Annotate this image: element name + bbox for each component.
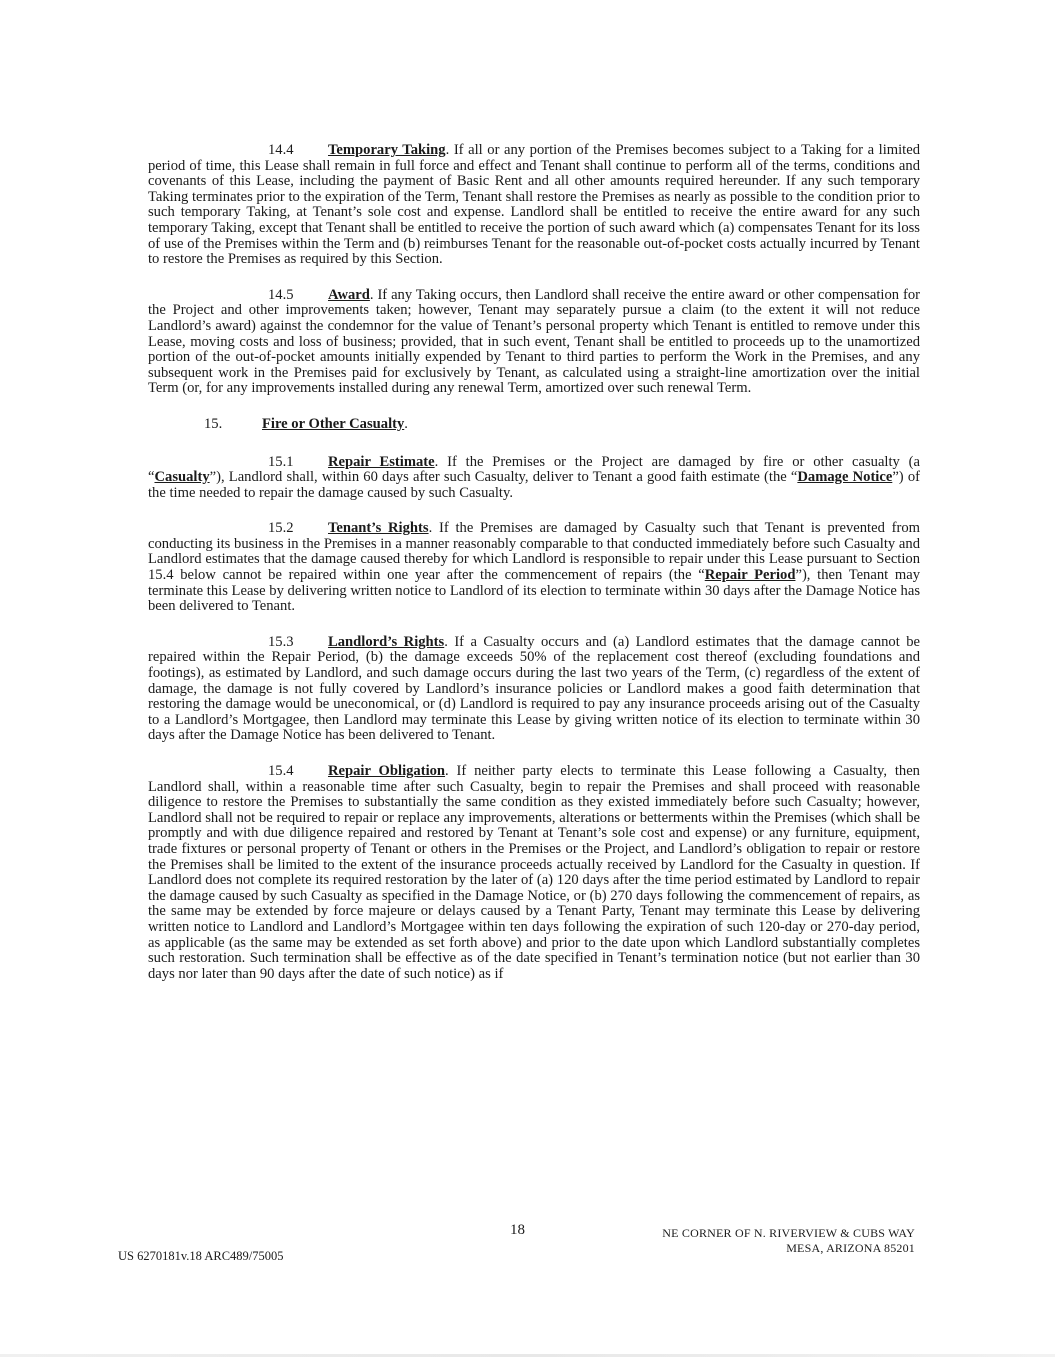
- defined-term-damage-notice: Damage Notice: [797, 469, 893, 486]
- section-text: . If the Premises or the Project are damaged by fire or other casualty (a “: [148, 453, 920, 486]
- document-body: [148, 143, 920, 982]
- address-line-1: NE CORNER OF N. RIVERVIEW & CUBS WAY: [662, 1226, 915, 1240]
- section-number: 15.: [204, 415, 223, 432]
- section-title: Award: [328, 286, 370, 303]
- section-15-1: [148, 455, 920, 502]
- section-text: ”), Landlord shall, within 60 days after such Casualty, deliver to Tenant a good faith estimate (the “: [209, 469, 798, 486]
- section-title: Repair Obligation: [328, 763, 446, 779]
- page-number: 18: [510, 1222, 525, 1238]
- section-text: ”) of the time needed to repair the damage caused by such Casualty.: [148, 469, 920, 501]
- section-text: . If neither party elects to terminate this Lease following a Casualty, then Landlord shall, within a reasonable time after such Casualty, begin to repair the Premises and shall proceed with reasonable diligence to restore the Premises to substantially the same condition as they existed immediately before such Casualty; however, Landlord shall not be required to repair or replace any improvements, alterations or betterments within the Premises (which shall be promptly and with due diligence repaired and restored by Tenant at Tenant’s sole cost and expense) or any furniture, equipment, trade fixtures or personal property of Tenant or others in the Premises or the Project, and Landlord’s obligation to repair or restore the Premises shall be limited to the extent of the insurance proceeds actually received by Landlord for the Casualty in question. If Landlord does not complete its required restoration by the later of (a) 120 days after the time period estimated by Landlord to repair the damage caused by such Casualty as specified in the Damage Notice, or (b) 270 days following the commencement of repairs, as the same may be extended by force majeure or delays caused by a Tenant Party, Tenant may terminate this Lease by delivering written notice to Landlord and Landlord’s Mortgagee within ten days following the expiration of such 120-day or 270-day period, as applicable (as the same may be extended as set forth above) and prior to the date upon which Landlord substantially completes such restoration. Such termination shall be effective as of the date specified in Tenant’s termination notice (but not earlier than 30 days nor later than 90 days after the date of such notice) as if: [148, 763, 920, 982]
- section-number: 15.3: [268, 633, 294, 650]
- section-text: . If all or any portion of the Premises becomes subject to a Taking for a limited period of time, this Lease shall remain in full force and effect and Tenant shall continue to perform all of the terms, conditions and covenants of this Lease, including the payment of Basic Rent and all other amounts required hereunder. If any such temporary Taking terminates prior to the expiration of the Term, Tenant shall restore the Premises as nearly as possible to the condition prior to such temporary Taking, at Tenant’s sole cost and expense. Landlord shall be entitled to receive the entire award for any such temporary Taking, except that Tenant shall be entitled to receive the portion of such award which (a) compensates Tenant for its loss of use of the Premises within the Term and (b) reimburses Tenant for the reasonable out-of-pocket costs actually incurred by Tenant to restore the Premises as required by this Section.: [148, 142, 921, 268]
- section-number: 15.1: [268, 453, 294, 470]
- section-14-5: [148, 288, 920, 397]
- section-number: 15.2: [268, 520, 294, 537]
- section-number: 14.4: [268, 142, 294, 158]
- section-15-3: [148, 635, 920, 744]
- section-15-2: [148, 521, 920, 615]
- section-title: Temporary Taking: [328, 142, 446, 158]
- section-title: Tenant’s Rights: [328, 520, 429, 537]
- scan-edge: [0, 1354, 1055, 1357]
- section-text: . If the Premises are damaged by Casualty such that Tenant is prevented from conducting its business in the Premises in a manner reasonably comparable to that conducted immediately before such Casualty and Landlord estimates that the damage caused thereby for which Landlord is responsible to repair under this Lease pursuant to Section 15.4 below cannot be repaired within one year after the commencement of repairs (the “: [148, 520, 921, 584]
- section-15-4: [148, 764, 920, 982]
- section-number: 14.5: [268, 286, 294, 303]
- section-14-4: [148, 143, 920, 268]
- property-address: [662, 1226, 915, 1256]
- defined-term-repair-period: Repair Period: [704, 567, 796, 584]
- section-text: . If a Casualty occurs and (a) Landlord estimates that the damage cannot be repaired within the Repair Period, (b) the damage exceeds 50% of the replacement cost thereof (excluding foundations and footings), as estimated by Landlord, and such damage occurs during the last two years of the Term, (c) regardless of the extent of damage, the damage is not fully covered by Landlord’s insurance policies or Landlord makes a good faith determination that restoring the damage would be uneconomical, or (d) Landlord is required to pay any insurance proceeds arising out of the Casualty to a Landlord’s Mortgagee, then Landlord may terminate this Lease by giving written notice of its election to terminate within 30 days after the Damage Notice has been delivered to Tenant.: [148, 633, 920, 744]
- defined-term-casualty: Casualty: [154, 469, 210, 486]
- section-15-heading: [148, 417, 920, 433]
- section-title: Fire or Other Casualty: [262, 415, 405, 432]
- section-title: Landlord’s Rights: [328, 633, 445, 650]
- section-text: . If any Taking occurs, then Landlord shall receive the entire award or other compensation for the Project and other improvements taken; however, Tenant may separately pursue a claim (to the extent it will not reduce Landlord’s award) against the condemnor for the value of Tenant’s personal property which Tenant is entitled to remove under this Lease, moving costs and loss of business; provided, that in such event, Tenant shall be entitled to proceeds up to the unamortized portion of the out-of-pocket amounts initially expended by Tenant to third parties to perform the Work in the Premises, and any subsequent work in the Premises paid for exclusively by Tenant, as calculated using a straight-line amortization over the initial Term (or, for any improvements installed during any renewal Term, amortized over such renewal Term.: [148, 286, 920, 397]
- section-number: 15.4: [268, 763, 294, 779]
- section-heading-punctuation: .: [404, 415, 408, 432]
- section-title: Repair Estimate: [328, 453, 435, 470]
- section-text: ”), then Tenant may terminate this Lease by delivering written notice to Landlord of its election to terminate within 30 days after the Damage Notice has been delivered to Tenant.: [148, 567, 920, 615]
- document-id: US 6270181v.18 ARC489/75005: [118, 1249, 284, 1263]
- address-line-2: MESA, ARIZONA 85201: [786, 1241, 915, 1255]
